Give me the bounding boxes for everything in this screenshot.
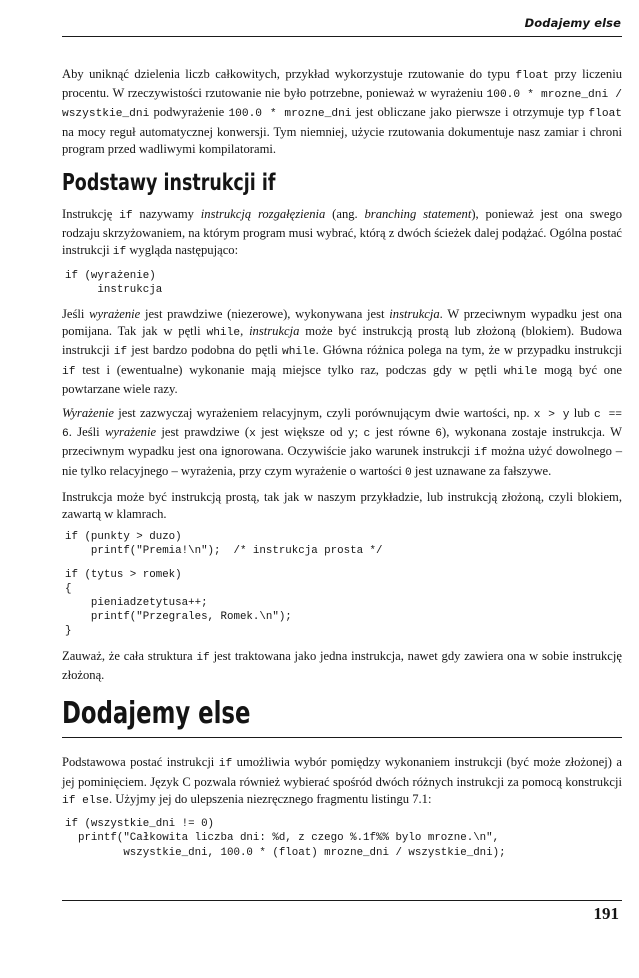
- footer-rule: [62, 900, 622, 901]
- code-if-general-form: if (wyrażenie) instrukcja: [65, 269, 163, 296]
- page-body: [62, 66, 622, 869]
- running-head: Dodajemy else: [524, 16, 621, 30]
- block-paragraph: Instrukcja może być instrukcją prostą, tak jak w naszym przykładzie, lub instrukcją złożoną, czyli blokiem, zawartą w klamrach.: [62, 489, 622, 522]
- if-definition-paragraph: Instrukcję if nazywamy instrukcją rozgałęzienia (ang. branching statement), ponieważ jest ona swego rodzaju skrzyżowaniem, na którym program musi wybrać, którą z dwóch ścieżek dalej podążać. Ogólna postać instrukcji if wygląda następująco:: [62, 207, 623, 259]
- code-if-else-example: if (wszystkie_dni != 0) printf("Całkowita liczba dni: %d, z czego %.1f%% bylo mrozne.\n", wszystkie_dni, 100.0 * (float) mrozne_dni / wszystkie_dni);: [65, 818, 506, 859]
- header-rule: [62, 36, 622, 37]
- section-rule: [62, 737, 622, 738]
- if-semantics-paragraph: Jeśli wyrażenie jest prawdziwe (niezerowe), wykonywana jest instrukcja. W przeciwnym wypadku jest ona pomijana. Tak jak w pętli while, instrukcja może być instrukcją prostą lub złożoną (blokiem). Budowa instrukcji if jest bardzo podobna do pętli while. Główna różnica polega na tym, że w przypadku instrukcji if test i (ewentualne) wykonanie mają miejsce tylko raz, podczas gdy w pętli while mogą być one powtarzane wiele razy.: [62, 307, 623, 396]
- code-compound-statement: if (tytus > romek) { pieniadzetytusa++; printf("Przegrales, Romek.\n"); }: [65, 568, 292, 638]
- code-simple-statement: if (punkty > duzo) printf("Premia!\n"); /* instrukcja prosta */: [65, 531, 383, 558]
- if-else-paragraph: Podstawowa postać instrukcji if umożliwia wybór pomiędzy wykonaniem instrukcji (być może złożonej) a jej pominięciem. Język C pozwala również wybierać spośród dwóch różnych instrukcji za pomocą konstrukcji if else. Użyjmy jej do ulepszenia niezręcznego fragmentu listingu 7.1:: [62, 755, 622, 807]
- section-heading-else: Dodajemy else: [62, 696, 251, 732]
- page-number: 191: [593, 904, 619, 923]
- expression-paragraph: Wyrażenie jest zazwyczaj wyrażeniem relacyjnym, czyli porównującym dwie wartości, np. x > y lub c == 6. Jeśli wyrażenie jest prawdziwe (x jest większe od y; c jest równe 6), wykonana zostaje instrukcja. W przeciwnym wypadku jest ona ignorowana. Oczywiście jako warunek instrukcji if można użyć dowolnego – nie tylko relacyjnego – wyrażenia, przy czym wyrażenie o wartości 0 jest uznawane za fałszywe.: [62, 406, 623, 479]
- single-statement-paragraph: Zauważ, że cała struktura if jest traktowana jako jedna instrukcja, nawet gdy zawiera ona w sobie instrukcję złożoną.: [62, 648, 622, 682]
- intro-paragraph: Aby uniknąć dzielenia liczb całkowitych, przykład wykorzystuje rzutowanie do typu float przy liczeniu procentu. W rzeczywistości rzutowanie nie było potrzebne, ponieważ w wyrażeniu 100.0 * mrozne_dni / wszystkie_dni podwyrażenie 100.0 * mrozne_dni jest obliczane jako pierwsze i otrzymuje typ float na mocy reguł automatycznej konwersji. Tym niemniej, użycie rzutowania dokumentuje nasz zamiar i chroni program przed wadliwymi kompilatorami.: [62, 67, 622, 156]
- section-heading-if-basics: Podstawy instrukcji if: [62, 170, 276, 197]
